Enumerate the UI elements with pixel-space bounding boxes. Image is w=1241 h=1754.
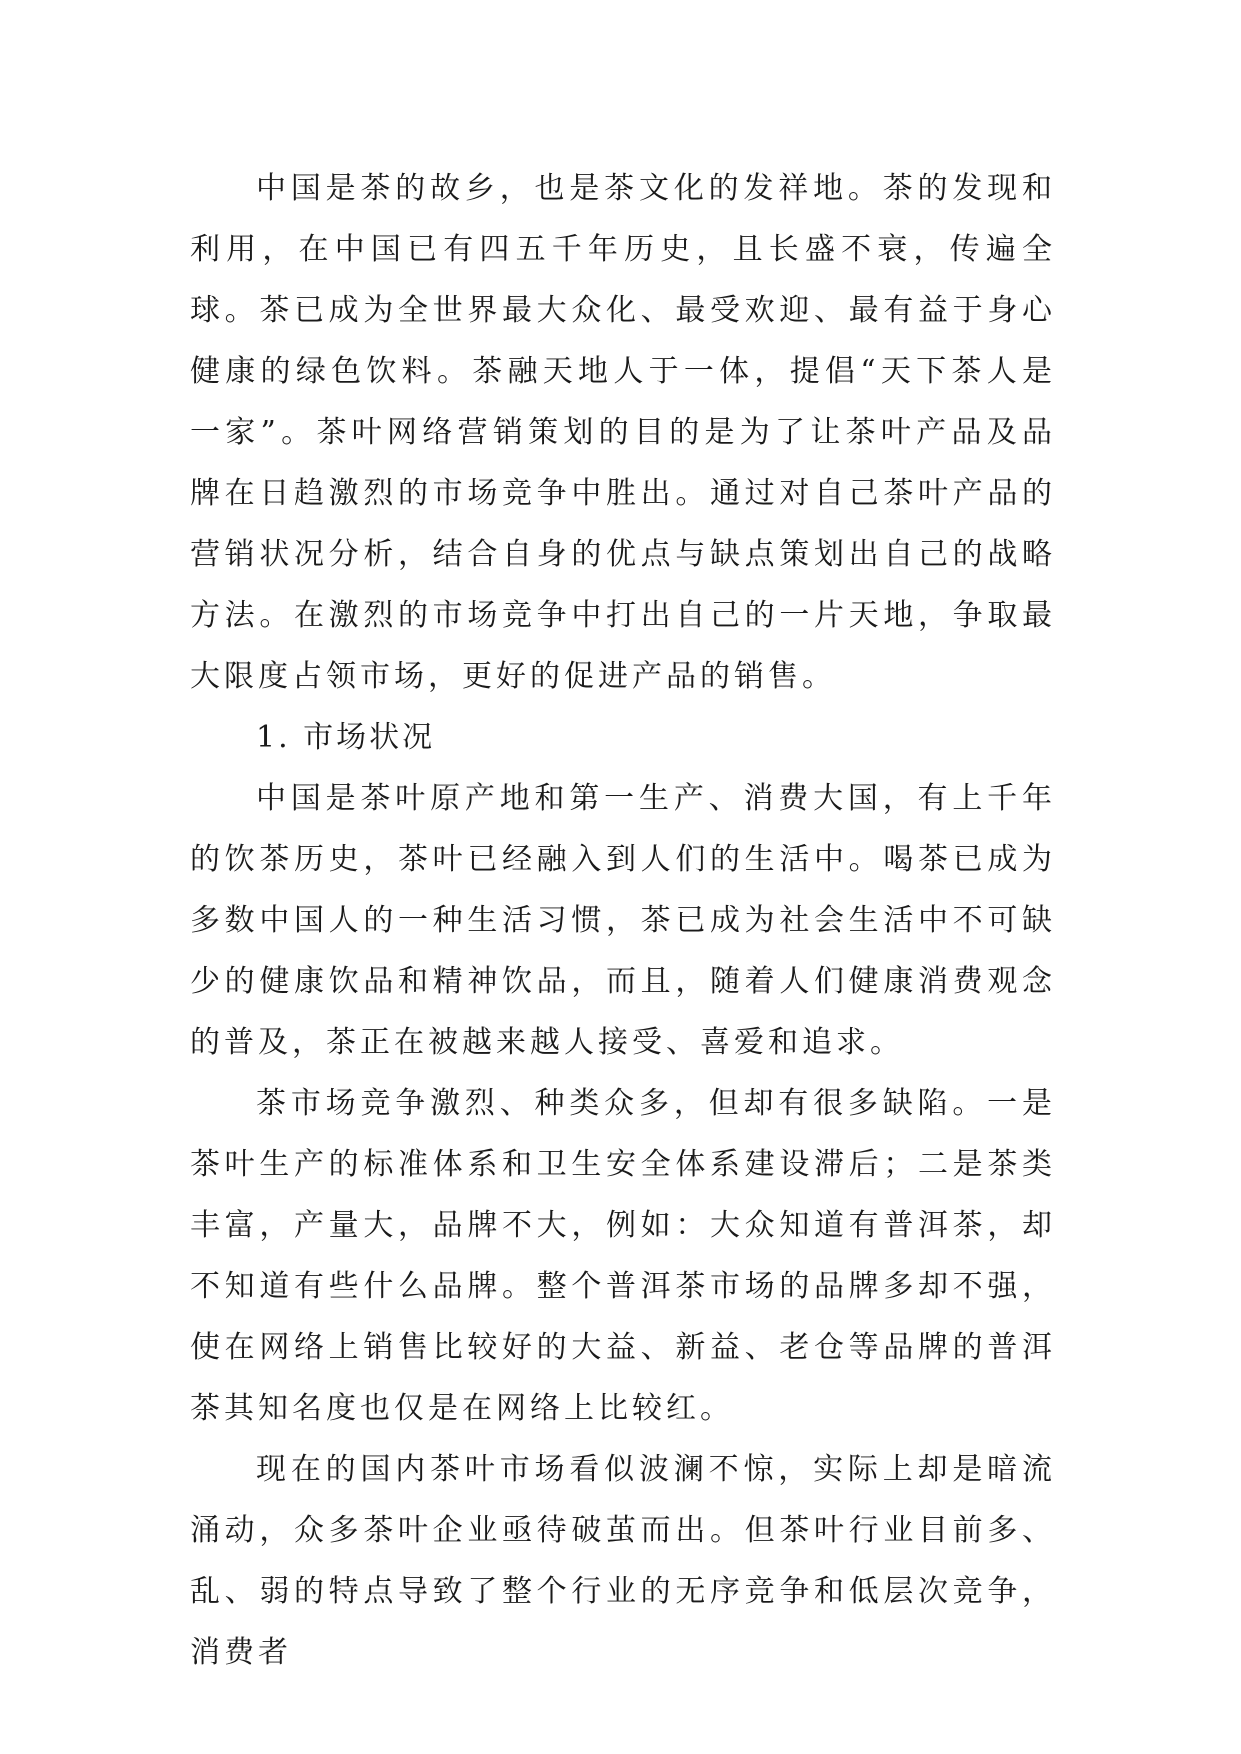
market-paragraph-1: 中国是茶叶原产地和第一生产、消费大国，有上千年的饮茶历史，茶叶已经融入到人们的生活中。喝茶已成为多数中国人的一种生活习惯，茶已成为社会生活中不可缺少的健康饮品和精神饮品，而且，随着人们健康消费观念的普及，茶正在被越来越人接受、喜爱和追求。 [190,781,1056,1060]
section-heading: 1. 市场状况 [256,720,436,755]
intro-paragraph: 中国是茶的故乡，也是茶文化的发祥地。茶的发现和利用，在中国已有四五千年历史，且长盛不衰，传遍全球。茶已成为全世界最大众化、最受欢迎、最有益于身心健康的绿色饮料。茶融天地人于一体，提倡“天下茶人是一家”。茶叶网络营销策划的目的是为了让茶叶产品及品牌在日趋激烈的市场竞争中胜出。通过对自己茶叶产品的营销状况分析，结合自身的优点与缺点策划出自己的战略方法。在激烈的市场竞争中打出自己的一片天地，争取最大限度占领市场，更好的促进产品的销售。 [190,171,1056,694]
document-body [190,158,1056,1683]
market-paragraph-3: 现在的国内茶叶市场看似波澜不惊，实际上却是暗流涌动，众多茶叶企业亟待破茧而出。但茶叶行业目前多、乱、弱的特点导致了整个行业的无序竞争和低层次竞争，消费者 [190,1452,1056,1670]
market-paragraph-2: 茶市场竞争激烈、种类众多，但却有很多缺陷。一是茶叶生产的标准体系和卫生安全体系建设滞后；二是茶类丰富，产量大，品牌不大，例如：大众知道有普洱茶，却不知道有些什么品牌。整个普洱茶市场的品牌多却不强，使在网络上销售比较好的大益、新益、老仓等品牌的普洱茶其知名度也仅是在网络上比较红。 [190,1086,1056,1426]
